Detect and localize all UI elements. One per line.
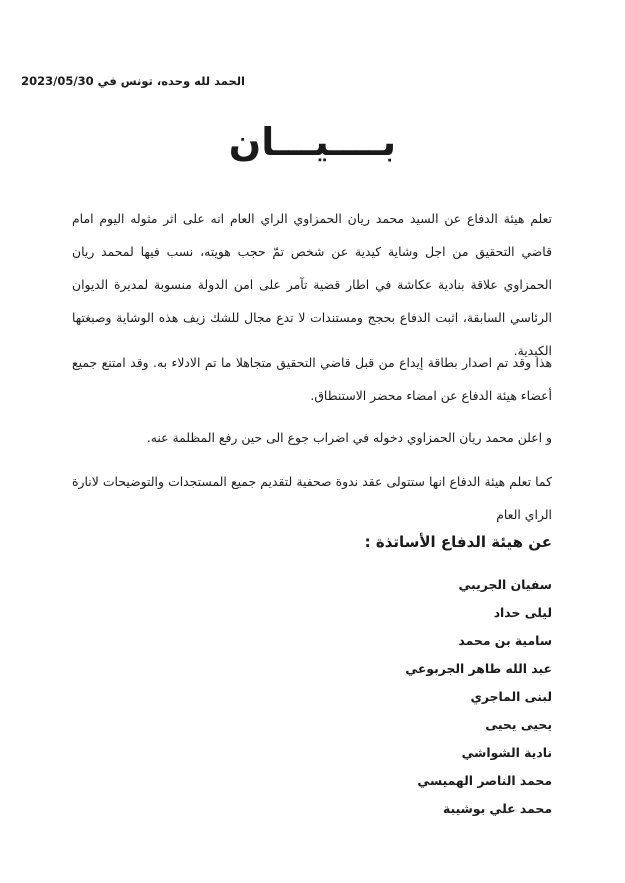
signatory-name: ليلى حداد: [493, 605, 552, 620]
signatory-name: محمد علي بوشيبة: [443, 801, 552, 816]
paragraph-4: كما تعلم هيئة الدفاع انها ستتولى عقد ندوة صحفية لتقديم جميع المستجدات والتوضيحات لانارة الراي العام: [72, 474, 552, 523]
paragraph-2: هذا وقد تم اصدار بطاقة إيداع من قبل قاضي التحقيق متجاهلا ما تم الادلاء به. وقد امتنع جميع أعضاء هيئة الدفاع عن امضاء محضر الاستنطاق.: [72, 355, 552, 404]
signatory-name: سامية بن محمد: [458, 633, 552, 648]
signatory-name: عبد الله طاهر الجربوعي: [405, 661, 552, 676]
signatory-name: نادية الشواشي: [461, 745, 552, 760]
date-line: الحمد لله وحده، تونس في 2023/05/30: [21, 74, 245, 88]
signatory-name: محمد الناصر الهميسي: [417, 773, 552, 788]
signatory-name: لبنى الماجري: [470, 689, 552, 704]
paragraph-1: تعلم هيئة الدفاع عن السيد محمد ريان الحمزاوي الراي العام انه على اثر مثوله اليوم امام قاضي التحقيق من اجل وشاية كيدية عن شخص تمّ حجب هويته، نسب فيها لمحمد ريان الحمزاوي علاقة بنادية عكاشة في اطار قضية تآمر على امن الدولة منسوبة لمديرة الديوان الرئاسي السابقة، اثبت الدفاع بحجج ومستندات لا تدع مجال للشك زيف هذه الوشاية وصبغتها الكيدية.: [72, 211, 552, 359]
signature-heading: عن هيئة الدفاع الأساتذة :: [364, 533, 552, 551]
signatory-name: يحيى يحيى: [485, 717, 552, 732]
document-title: بــــيـــان: [228, 120, 397, 164]
signatory-name: سفيان الجريبي: [458, 577, 552, 592]
signatory-list: [405, 571, 552, 823]
paragraph-3: و اعلن محمد ريان الحمزاوي دخوله في اضراب جوع الى حين رفع المظلمة عنه.: [146, 430, 552, 446]
